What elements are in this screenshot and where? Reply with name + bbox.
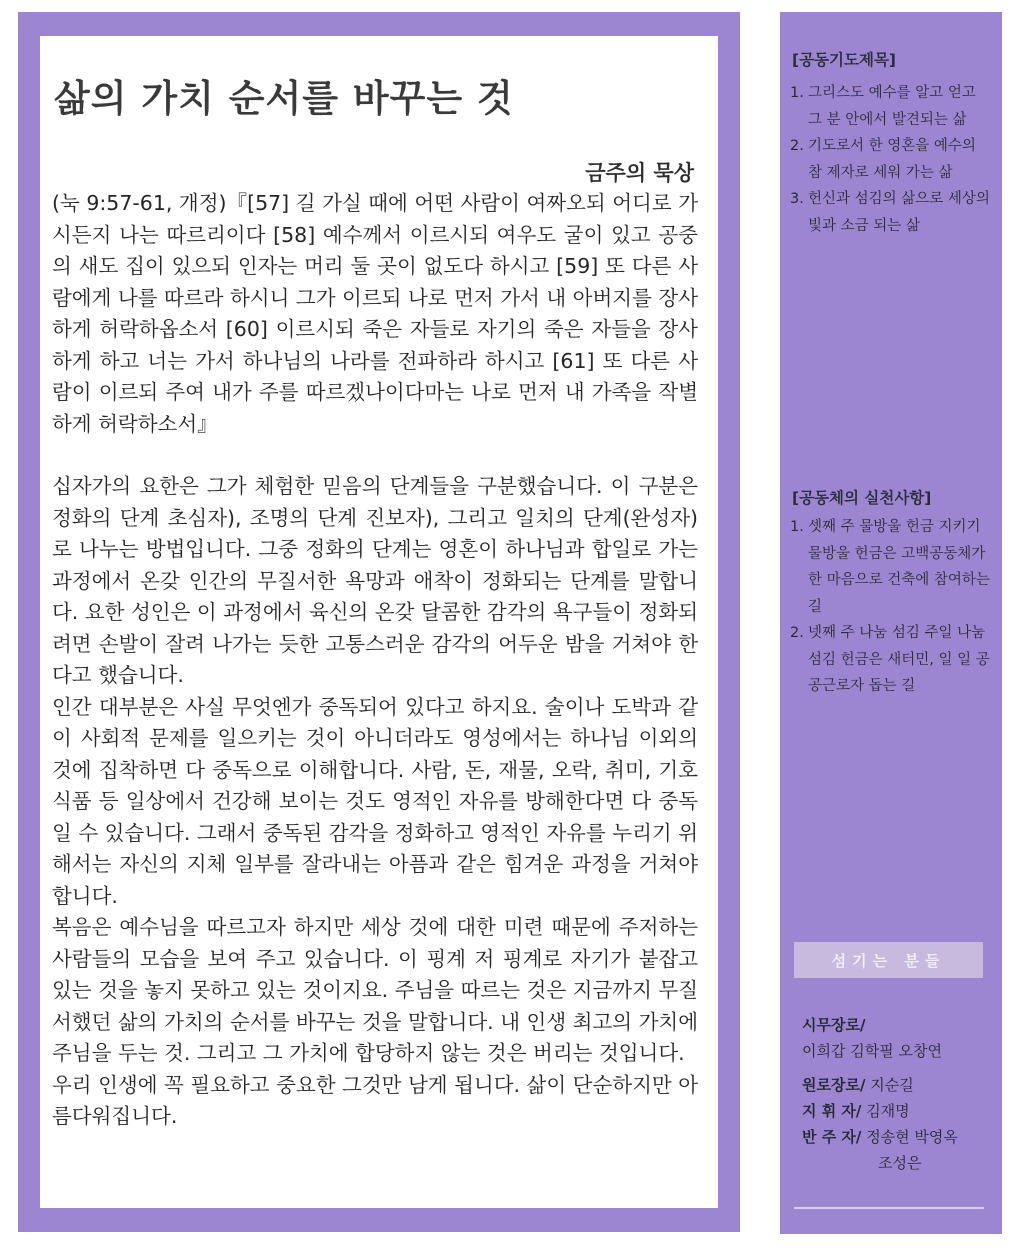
- divider: [794, 1207, 984, 1209]
- role-line: 원로장로/ 지순길: [802, 1076, 914, 1094]
- article-panel: [40, 36, 718, 1208]
- practice-heading: [공동체의 실천사항]: [792, 489, 932, 507]
- practice-section: [780, 486, 1002, 700]
- article-frame: [18, 12, 740, 1232]
- role-names: 조성은: [878, 1154, 922, 1172]
- article-paragraph: 인간 대부분은 사실 무엇엔가 중독되어 있다고 하지요. 술이나 도박과 같이 사회적 문제를 일으키는 것이 아니더라도 영성에서는 하나님 이외의 것에 집착하면 다 중독으로 이해합니다. 사람, 돈, 재물, 오락, 취미, 기호 식품 등 일상에서 건강해 보이는 것도 영적인 자유를 방해한다면 다 중독일 수 있습니다. 그래서 중독된 감각을 정화하고 영적인 자유를 누리기 위해서는 자신의 지체 일부를 잘라내는 아픔과 같은 힘겨운 과정을 거쳐야 합니다.: [52, 694, 698, 908]
- sidebar: [780, 12, 1002, 1234]
- article-paragraph: 우리 인생에 꼭 필요하고 중요한 그것만 남게 됩니다. 삶이 단순하지만 아름다워집니다.: [52, 1072, 698, 1128]
- prayer-item: 3. 헌신과 섬김의 삶으로 세상의 빛과 소금 되는 삶: [790, 191, 990, 234]
- article-author: 금주의 묵상: [585, 161, 694, 185]
- practice-item: 2. 넷째 주 나눔 섬김 주일 나눔 섬김 헌금은 새터민, 일 일 공공근로자 돕는 길: [790, 625, 990, 694]
- article-paragraph: 복음은 예수님을 따르고자 하지만 세상 것에 대한 미련 때문에 주저하는 사람들의 모습을 보여 주고 있습니다. 이 핑계 저 핑계로 자기가 붙잡고 있는 것을 놓지 못하고 있는 것이지요. 주님을 따르는 것은 지금까지 무질서했던 삶의 가치의 순서를 바꾸는 것을 말합니다. 내 인생 최고의 가치에 주님을 두는 것. 그리고 그 가치에 합당하지 않는 것은 버리는 것입니다.: [52, 915, 698, 1065]
- role-line: 시무장로/: [802, 1016, 866, 1034]
- practice-list: [790, 514, 994, 700]
- role-line: 지 휘 자/ 김재명: [802, 1102, 910, 1120]
- scripture-passage: (눅 9:57-61, 개정)『[57] 길 가실 때에 어떤 사람이 여짜오되 어디로 가시든지 나는 따르리이다 [58] 예수께서 이르시되 여우도 굴이 있고 공중의 새도 집이 있으되 인자는 머리 둘 곳이 없도다 하시고 [59] 또 다른 사람에게 나를 따르라 하시니 그가 이르되 나로 먼저 가서 내 아버지를 장사하게 허락하옵소서 [60] 이르시되 죽은 자들로 자기의 죽은 자들을 장사하게 하고 너는 가서 하나님의 나라를 전파하라 하시고 [61] 또 다른 사람이 이르되 주여 내가 주를 따르겠나이다마는 나로 먼저 내 가족을 작별하게 허락하소서』: [52, 191, 698, 436]
- servers-bar: 섬기는 분들: [794, 942, 983, 978]
- practice-item: 1. 셋째 주 물방울 헌금 지키기 물방울 헌금은 고백공동체가 한 마음으로 건축에 참여하는 길: [790, 519, 990, 615]
- article-paragraph: 십자가의 요한은 그가 체험한 믿음의 단계들을 구분했습니다. 이 구분은 정화의 단계 초심자), 조명의 단계 진보자), 그리고 일치의 단계(완성자)로 나누는 방법입니다. 그중 정화의 단계는 영혼이 하나님과 합일로 가는 과정에서 온갖 인간의 무질서한 욕망과 애착이 정화되는 단계를 말합니다. 요한 성인은 이 과정에서 육신의 온갖 달콤한 감각의 욕구들이 정화되려면 손발이 잘려 나가는 듯한 고통스러운 감각의 어두운 밤을 거쳐야 한다고 했습니다.: [52, 474, 698, 687]
- role-names: 이희갑 김학필 오창연: [802, 1042, 942, 1060]
- role-line: 반 주 자/ 정송현 박영옥: [802, 1128, 958, 1146]
- prayer-item: 1. 그리스도 예수를 알고 얻고 그 분 안에서 발견되는 삶: [790, 85, 976, 128]
- article-title: 삶의 가치 순서를 바꾸는 것: [54, 77, 514, 120]
- prayer-section: [780, 48, 1002, 239]
- prayer-heading: [공동기도제목]: [792, 51, 897, 69]
- servers-list: [802, 1012, 992, 1176]
- prayer-item: 2. 기도로서 한 영혼을 예수의 참 제자로 세워 가는 삶: [790, 138, 976, 181]
- prayer-list: [790, 80, 994, 239]
